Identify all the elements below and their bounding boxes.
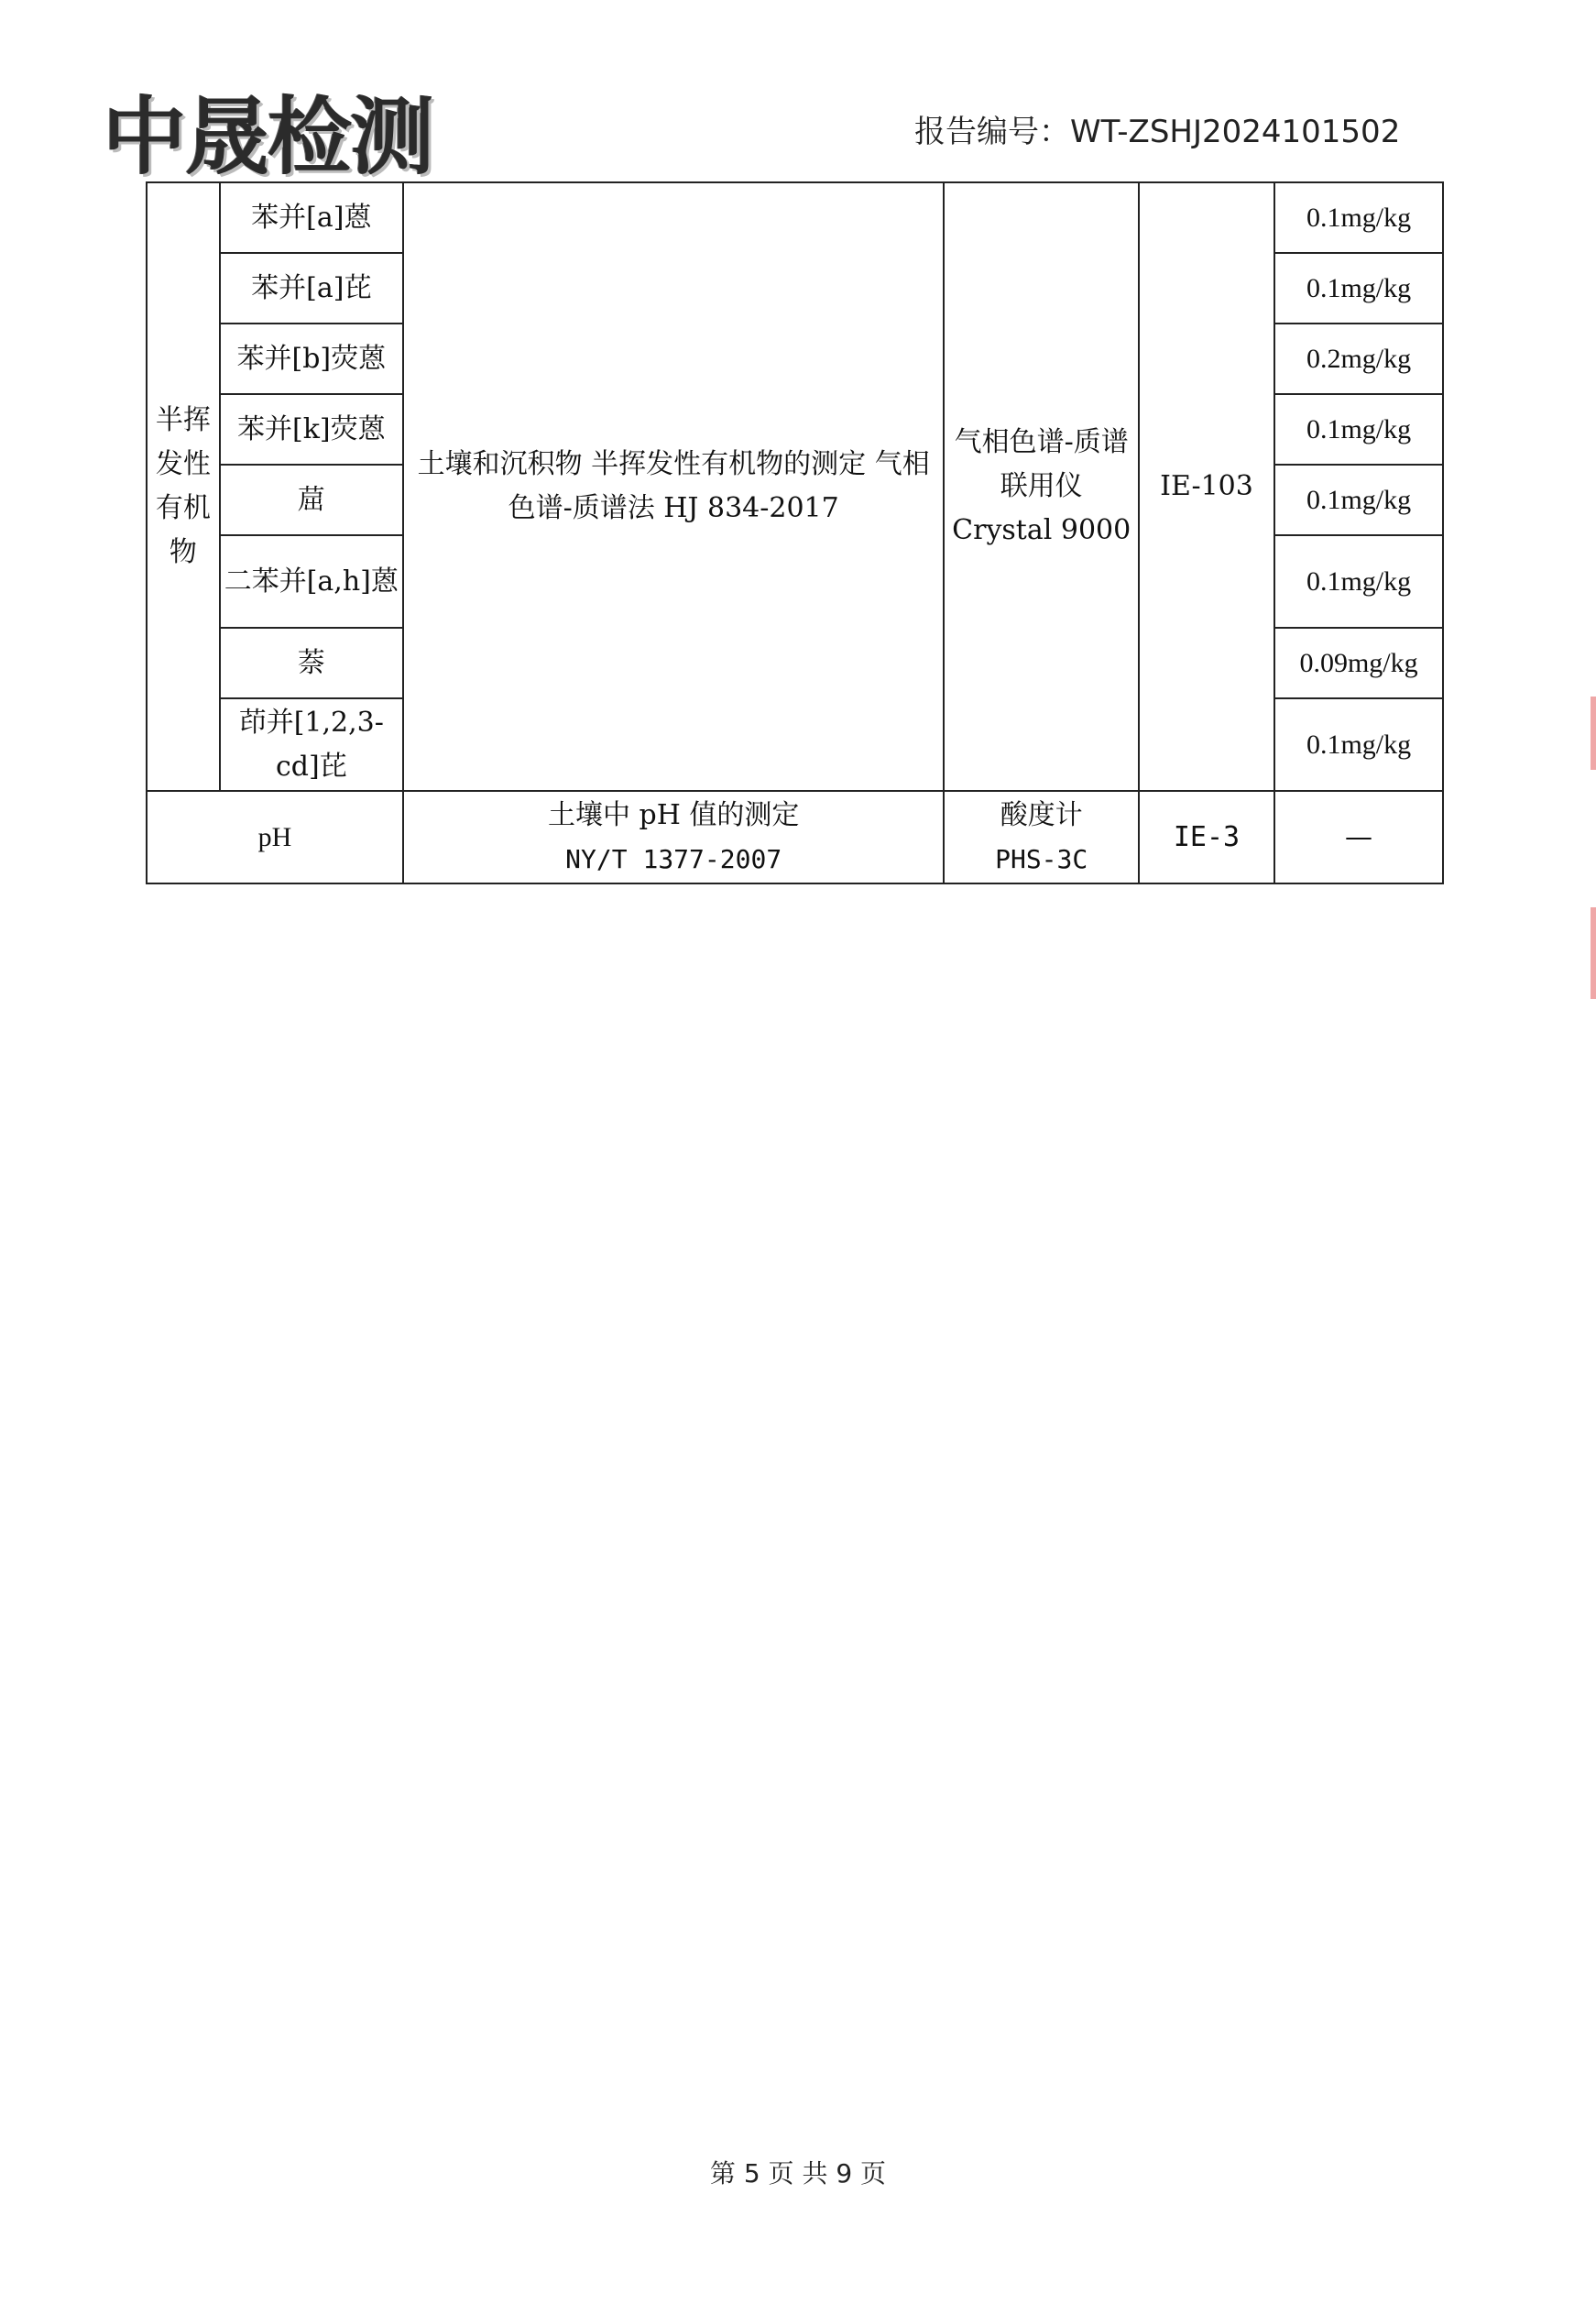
limit-cell-ph: — [1274, 791, 1443, 883]
instrument-cell-ph [944, 791, 1139, 883]
limit-cell: 0.1mg/kg [1274, 253, 1443, 324]
instrument-name: 酸度计 [1000, 798, 1083, 831]
limit-cell: 0.2mg/kg [1274, 324, 1443, 394]
method-line: 土壤中 pH 值的测定 [547, 798, 800, 831]
method-standard: NY/T 1377-2007 [565, 843, 782, 874]
method-cell: 土壤和沉积物 半挥发性有机物的测定 气相色谱-质谱法 HJ 834-2017 [403, 182, 945, 791]
limit-cell: 0.1mg/kg [1274, 465, 1443, 535]
table-row [147, 182, 1443, 253]
item-cell: 苯并[k]荧蒽 [220, 394, 403, 465]
instrument-model: PHS-3C [995, 843, 1088, 874]
instrument-number-cell: IE-103 [1139, 182, 1274, 791]
category-cell: 半挥发性有机物 [147, 182, 220, 791]
limit-cell: 0.1mg/kg [1274, 182, 1443, 253]
item-cell: 苯并[b]荧蒽 [220, 324, 403, 394]
instrument-number-cell-ph: IE-3 [1139, 791, 1274, 883]
limit-cell: 0.1mg/kg [1274, 394, 1443, 465]
item-cell: 茚并[1,2,3-cd]芘 [220, 698, 403, 791]
table-row-ph [147, 791, 1443, 883]
item-cell: 萘 [220, 628, 403, 698]
limit-cell: 0.09mg/kg [1274, 628, 1443, 698]
company-logo: 中晟检测 [103, 88, 433, 186]
seal-edge-mark [1591, 697, 1596, 770]
page-number: 第 5 页 共 9 页 [709, 2158, 887, 2189]
instrument-cell: 气相色谱-质谱联用仪 Crystal 9000 [944, 182, 1139, 791]
item-cell: 苯并[a]蒽 [220, 182, 403, 253]
method-cell-ph [403, 791, 945, 883]
item-cell-ph: pH [147, 791, 403, 883]
item-cell: 䓛 [220, 465, 403, 535]
report-number: 报告编号：WT-ZSHJ2024101502 [914, 114, 1401, 150]
item-cell: 二苯并[a,h]蒽 [220, 535, 403, 628]
test-method-table [146, 181, 1444, 884]
limit-cell: 0.1mg/kg [1274, 535, 1443, 628]
seal-edge-mark [1591, 907, 1596, 999]
item-cell: 苯并[a]芘 [220, 253, 403, 324]
limit-cell: 0.1mg/kg [1274, 698, 1443, 791]
